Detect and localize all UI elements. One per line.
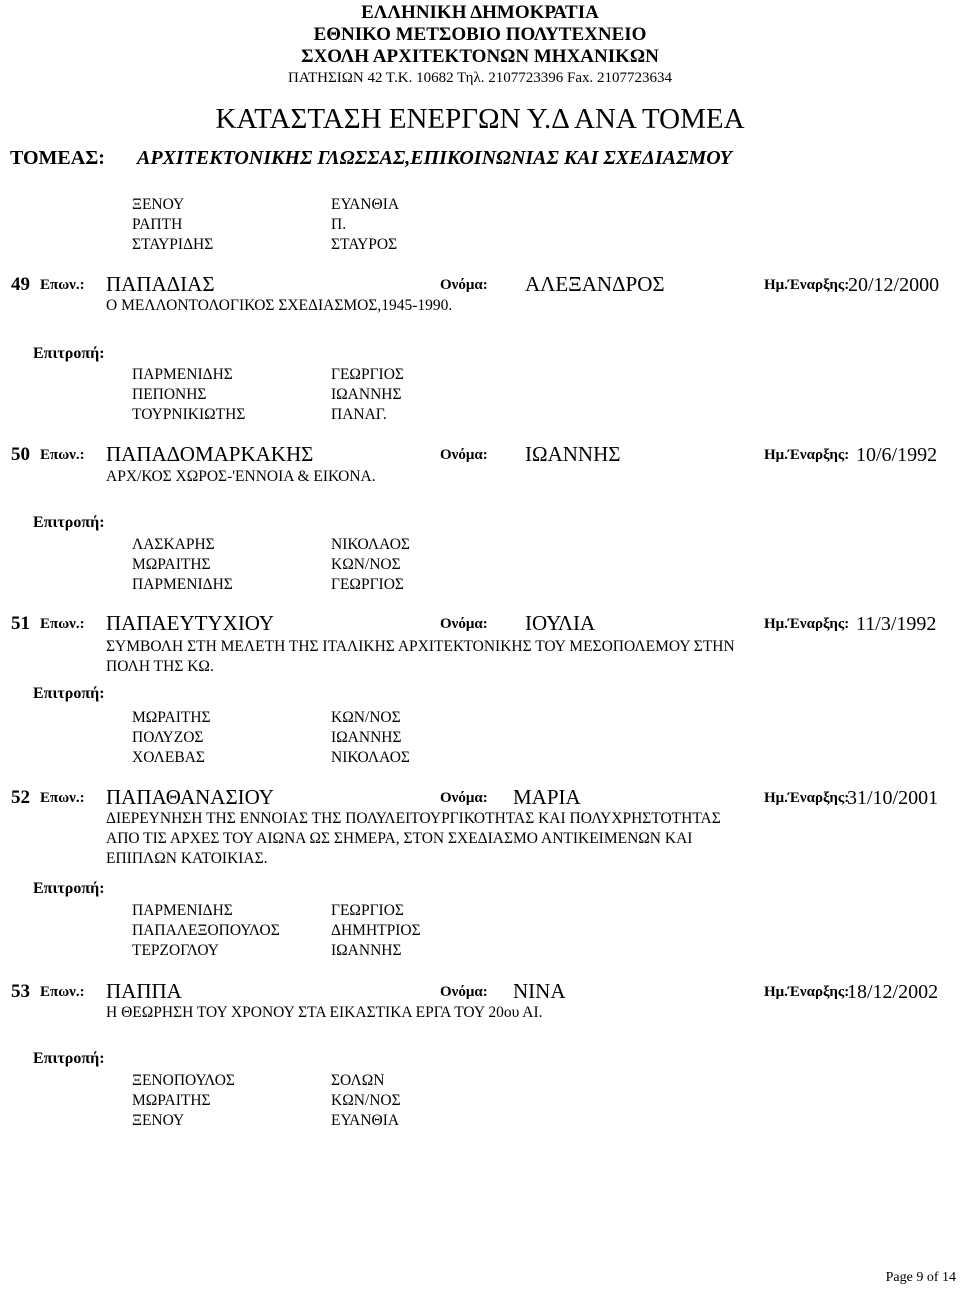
committee-name: ΣΟΛΩΝ bbox=[331, 1072, 385, 1089]
record-topic: ΑΡΧ/ΚΟΣ ΧΩΡΟΣ-'ΕΝΝΟΙΑ & ΕΙΚΟΝΑ. bbox=[106, 468, 376, 485]
committee-name: ΠΑΝΑΓ. bbox=[331, 406, 387, 423]
name-label: Ονόμα: bbox=[440, 984, 488, 1000]
record-name: ΜΑΡΙΑ bbox=[513, 785, 581, 809]
name-label: Ονόμα: bbox=[440, 790, 488, 806]
committee-name: ΝΙΚΟΛΑΟΣ bbox=[331, 536, 410, 553]
committee-surname: ΧΟΛΕΒΑΣ bbox=[132, 749, 205, 766]
record-number: 52 bbox=[11, 787, 30, 808]
committee-name: ΕΥΑΝΘΙΑ bbox=[331, 1112, 400, 1129]
start-date-label: Ημ.Έναρξης: bbox=[764, 790, 850, 806]
carryover-name: Π. bbox=[331, 216, 347, 233]
record-surname: ΠΑΠΑΔΙΑΣ bbox=[106, 272, 215, 296]
start-date-label: Ημ.Έναρξης: bbox=[764, 984, 850, 1000]
record-start-date: 10/6/1992 bbox=[856, 444, 938, 466]
record-start-date: 31/10/2001 bbox=[847, 787, 939, 809]
header-address: ΠΑΤΗΣΙΩΝ 42 Τ.Κ. 10682 Τηλ. 2107723396 Fax. 2107723634 bbox=[287, 70, 673, 86]
name-label: Ονόμα: bbox=[440, 616, 488, 632]
name-label: Ονόμα: bbox=[440, 447, 488, 463]
committee-label: Επιτροπή: bbox=[33, 685, 105, 702]
committee-label: Επιτροπή: bbox=[33, 880, 105, 897]
surname-label: Επων.: bbox=[40, 616, 85, 632]
committee-surname: ΠΑΡΜΕΝΙΔΗΣ bbox=[132, 576, 233, 593]
record-topic: Ο ΜΕΛΛΟΝΤΟΛΟΓΙΚΟΣ ΣΧΕΔΙΑΣΜΟΣ,1945-1990. bbox=[106, 297, 453, 314]
record-number: 49 bbox=[11, 274, 30, 295]
committee-name: ΚΩΝ/ΝΟΣ bbox=[331, 556, 401, 573]
committee-label: Επιτροπή: bbox=[33, 345, 105, 362]
record-name: ΝΙΝΑ bbox=[513, 979, 566, 1003]
carryover-surname: ΞΕΝΟΥ bbox=[132, 196, 185, 213]
committee-surname: ΜΩΡΑΙΤΗΣ bbox=[132, 709, 211, 726]
record-topic: ΕΠΙΠΛΩΝ ΚΑΤΟΙΚΙΑΣ. bbox=[106, 850, 268, 867]
committee-surname: ΠΑΠΑΛΕΞΟΠΟΥΛΟΣ bbox=[132, 922, 280, 939]
record-name: ΙΩΑΝΝΗΣ bbox=[525, 442, 621, 466]
record-surname: ΠΑΠΑΔΟΜΑΡΚΑΚΗΣ bbox=[106, 442, 314, 466]
committee-name: ΓΕΩΡΓΙΟΣ bbox=[331, 366, 404, 383]
committee-name: ΙΩΑΝΝΗΣ bbox=[331, 386, 402, 403]
record-topic: ΠΟΛΗ ΤΗΣ ΚΩ. bbox=[106, 658, 214, 675]
name-label: Ονόμα: bbox=[440, 277, 488, 293]
header-school: ΣΧΟΛΗ ΑΡΧΙΤΕΚΤΟΝΩΝ ΜΗΧΑΝΙΚΩΝ bbox=[301, 46, 659, 67]
header-republic: ΕΛΛΗΝΙΚΗ ΔΗΜΟΚΡΑΤΙΑ bbox=[361, 2, 599, 23]
record-surname: ΠΑΠΠΑ bbox=[106, 979, 182, 1003]
committee-surname: ΜΩΡΑΙΤΗΣ bbox=[132, 556, 211, 573]
record-surname: ΠΑΠΑΕΥΤΥΧΙΟΥ bbox=[106, 611, 275, 635]
committee-surname: ΞΕΝΟΠΟΥΛΟΣ bbox=[132, 1072, 235, 1089]
sector-name: ΑΡΧΙΤΕΚΤΟΝΙΚΗΣ ΓΛΩΣΣΑΣ,ΕΠΙΚΟΙΝΩΝΙΑΣ ΚΑΙ ΣΧΕΔΙΑΣΜΟΥ bbox=[137, 147, 732, 169]
record-name: ΙΟΥΛΙΑ bbox=[525, 611, 596, 635]
committee-name: ΓΕΩΡΓΙΟΣ bbox=[331, 576, 404, 593]
committee-name: ΚΩΝ/ΝΟΣ bbox=[331, 1092, 401, 1109]
committee-surname: ΜΩΡΑΙΤΗΣ bbox=[132, 1092, 211, 1109]
committee-surname: ΠΑΡΜΕΝΙΔΗΣ bbox=[132, 902, 233, 919]
record-start-date: 11/3/1992 bbox=[856, 613, 937, 635]
start-date-label: Ημ.Έναρξης: bbox=[764, 447, 850, 463]
committee-name: ΝΙΚΟΛΑΟΣ bbox=[331, 749, 410, 766]
header-university: ΕΘΝΙΚΟ ΜΕΤΣΟΒΙΟ ΠΟΛΥΤΕΧΝΕΙΟ bbox=[313, 24, 647, 45]
committee-surname: ΠΑΡΜΕΝΙΔΗΣ bbox=[132, 366, 233, 383]
record-start-date: 18/12/2002 bbox=[847, 981, 939, 1003]
committee-name: ΙΩΑΝΝΗΣ bbox=[331, 942, 402, 959]
committee-surname: ΤΕΡΖΟΓΛΟΥ bbox=[132, 942, 219, 959]
committee-name: ΓΕΩΡΓΙΟΣ bbox=[331, 902, 404, 919]
record-number: 50 bbox=[11, 444, 30, 465]
record-number: 53 bbox=[11, 981, 30, 1002]
committee-surname: ΛΑΣΚΑΡΗΣ bbox=[132, 536, 215, 553]
record-topic: ΔΙΕΡΕΥΝΗΣΗ ΤΗΣ ΕΝΝΟΙΑΣ ΤΗΣ ΠΟΛΥΛΕΙΤΟΥΡΓΙΚΟΤΗΤΑΣ ΚΑΙ ΠΟΛΥΧΡΗΣΤΟΤΗΤΑΣ bbox=[106, 810, 721, 827]
record-topic: ΣΥΜΒΟΛΗ ΣΤΗ ΜΕΛΕΤΗ ΤΗΣ ΙΤΑΛΙΚΗΣ ΑΡΧΙΤΕΚΤΟΝΙΚΗΣ ΤΟΥ ΜΕΣΟΠΟΛΕΜΟΥ ΣΤΗΝ bbox=[106, 638, 735, 655]
record-name: ΑΛΕΞΑΝΔΡΟΣ bbox=[525, 272, 665, 296]
record-number: 51 bbox=[11, 613, 30, 634]
record-start-date: 20/12/2000 bbox=[848, 274, 940, 296]
record-topic: ΑΠΟ ΤΙΣ ΑΡΧΕΣ ΤΟΥ ΑΙΩΝΑ ΩΣ ΣΗΜΕΡΑ, ΣΤΟΝ ΣΧΕΔΙΑΣΜΟ ΑΝΤΙΚΕΙΜΕΝΩΝ ΚΑΙ bbox=[106, 830, 693, 847]
record-topic: Η ΘΕΩΡΗΣΗ ΤΟΥ ΧΡΟΝΟΥ ΣΤΑ ΕΙΚΑΣΤΙΚΑ ΕΡΓΑ ΤΟΥ 20ου ΑΙ. bbox=[106, 1004, 543, 1021]
page-number: Page 9 of 14 bbox=[885, 1270, 956, 1285]
committee-surname: ΤΟΥΡΝΙΚΙΩΤΗΣ bbox=[132, 406, 246, 423]
page-title: ΚΑΤΑΣΤΑΣΗ ΕΝΕΡΓΩΝ Υ.Δ ΑΝΑ ΤΟΜΕΑ bbox=[215, 103, 745, 135]
surname-label: Επων.: bbox=[40, 984, 85, 1000]
committee-name: ΔΗΜΗΤΡΙΟΣ bbox=[331, 922, 421, 939]
committee-label: Επιτροπή: bbox=[33, 1050, 105, 1067]
start-date-label: Ημ.Έναρξης: bbox=[764, 616, 850, 632]
committee-label: Επιτροπή: bbox=[33, 514, 105, 531]
carryover-surname: ΡΑΠΤΗ bbox=[132, 216, 183, 233]
surname-label: Επων.: bbox=[40, 277, 85, 293]
carryover-name: ΣΤΑΥΡΟΣ bbox=[331, 236, 398, 253]
record-surname: ΠΑΠΑΘΑΝΑΣΙΟΥ bbox=[106, 785, 274, 809]
committee-name: ΙΩΑΝΝΗΣ bbox=[331, 729, 402, 746]
committee-surname: ΠΕΠΟΝΗΣ bbox=[132, 386, 207, 403]
committee-name: ΚΩΝ/ΝΟΣ bbox=[331, 709, 401, 726]
surname-label: Επων.: bbox=[40, 447, 85, 463]
committee-surname: ΠΟΛΥΖΟΣ bbox=[132, 729, 204, 746]
start-date-label: Ημ.Έναρξης: bbox=[764, 277, 850, 293]
sector-label: ΤΟΜΕΑΣ: bbox=[10, 147, 105, 169]
carryover-name: ΕΥΑΝΘΙΑ bbox=[331, 196, 400, 213]
committee-surname: ΞΕΝΟΥ bbox=[132, 1112, 185, 1129]
carryover-surname: ΣΤΑΥΡΙΔΗΣ bbox=[132, 236, 214, 253]
surname-label: Επων.: bbox=[40, 790, 85, 806]
